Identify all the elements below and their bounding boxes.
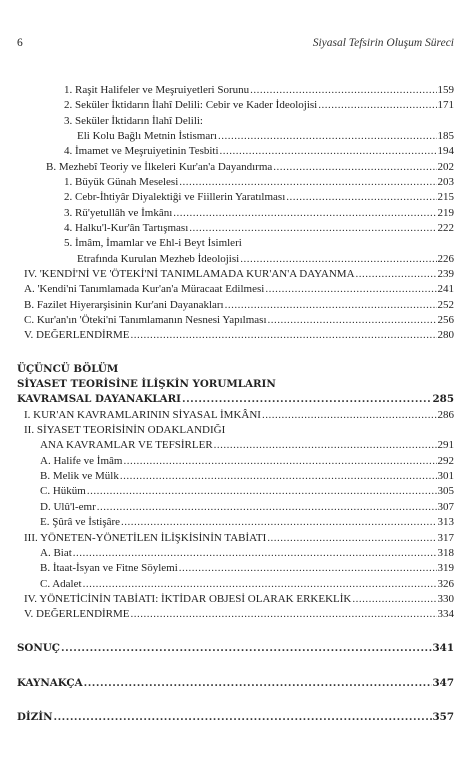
toc-entry[interactable]	[64, 175, 454, 190]
toc-entry-page: 256	[437, 314, 454, 326]
toc-entry	[64, 236, 242, 251]
toc-entry-label: 1. Raşit Halifeler ve Meşruiyetleri Sorunu	[64, 84, 250, 96]
toc-entry[interactable]	[40, 438, 454, 453]
toc-entry[interactable]	[24, 607, 454, 622]
toc-entry[interactable]	[24, 313, 454, 328]
toc-entry[interactable]	[64, 190, 454, 205]
toc-entry-page: 301	[437, 470, 454, 482]
toc-entry-page: 194	[437, 145, 454, 157]
toc-entry-label: A. Halife ve İmâm	[40, 455, 123, 467]
toc-entry-label: D. Ulû'l-emr	[40, 501, 96, 513]
toc-entry-label: KAYNAKÇA	[17, 677, 83, 689]
toc-entry-page: 330	[437, 593, 454, 605]
toc-entry-page: 313	[437, 516, 454, 528]
toc-entry-bibliography[interactable]	[17, 676, 454, 691]
toc-entry-label: DİZİN	[17, 711, 53, 723]
toc-entry-label: B. İtaat-İsyan ve Fitne Söylemi	[40, 562, 178, 574]
toc-entry-page: 319	[437, 562, 454, 574]
toc-entry[interactable]	[77, 252, 454, 267]
toc-entry[interactable]	[77, 129, 454, 144]
toc-entry-page: 286	[437, 409, 454, 421]
toc-entry-label: IV. 'KENDİ'Nİ VE 'ÖTEKİ'Nİ TANIMLAMADA KUR'AN'A DAYANMA	[24, 268, 355, 280]
toc-entry-conclusion[interactable]	[17, 641, 454, 656]
toc-entry-label: V. DEĞERLENDİRME	[24, 329, 130, 341]
toc-entry-label: 2. Cebr-İhtiyâr Diyalektiği ve Fiillerin Yaratılması	[64, 191, 286, 203]
toc-entry-page: 341	[432, 642, 454, 654]
toc-entry[interactable]	[24, 592, 454, 607]
toc-entry-label: C. Hüküm	[40, 485, 86, 497]
toc-entry[interactable]	[24, 408, 454, 423]
toc-entry-label: B. Mezhebî Teoriy ve İlkeleri Kur'an'a Dayandırma	[46, 161, 273, 173]
toc-entry-label: 3. Seküler İktidarın İlahî Delili:	[64, 115, 203, 127]
toc-entry[interactable]	[24, 298, 454, 313]
toc-entry-label: C. Kur'an'ın 'Öteki'ni Tanımlamanın Nesnesi Yapılması	[24, 314, 267, 326]
toc-entry-page: 347	[432, 677, 454, 689]
chapter-label: ÜÇÜNCÜ BÖLÜM	[17, 363, 119, 375]
toc-entry-label: I. KUR'AN KAVRAMLARININ SİYASAL İMKÂNI	[24, 409, 261, 421]
toc-entry[interactable]	[46, 160, 454, 175]
toc-entry-label: ANA KAVRAMLAR VE TEFSİRLER	[40, 439, 213, 451]
toc-entry-page: 203	[437, 176, 454, 188]
toc-entry-page: 280	[437, 329, 454, 341]
toc-entry[interactable]	[64, 98, 454, 113]
toc-entry-label: SONUÇ	[17, 642, 60, 654]
toc-entry-label: 4. İmamet ve Meşruiyetinin Tesbiti	[64, 145, 219, 157]
toc-entry	[64, 114, 203, 129]
toc-entry-page: 252	[437, 299, 454, 311]
toc-entry	[24, 423, 225, 438]
toc-entry-page: 334	[437, 608, 454, 620]
toc-entry-page: 357	[432, 711, 454, 723]
toc-entry[interactable]	[40, 500, 454, 515]
toc-entry[interactable]	[40, 515, 454, 530]
toc-entry[interactable]	[40, 561, 454, 576]
toc-entry[interactable]	[64, 206, 454, 221]
toc-entry[interactable]	[24, 267, 454, 282]
toc-entry[interactable]	[40, 484, 454, 499]
toc-entry-page: 239	[437, 268, 454, 280]
running-title: Siyasal Tefsirin Oluşum Süreci	[312, 37, 454, 49]
toc-entry[interactable]	[24, 282, 454, 297]
toc-entry[interactable]	[64, 221, 454, 236]
toc-entry-label: IV. YÖNETİCİNİN TABİATI: İKTİDAR OBJESİ OLARAK ERKEKLİK	[24, 593, 352, 605]
toc-entry-label: B. Melik ve Mülk	[40, 470, 119, 482]
toc-entry-page: 285	[432, 393, 454, 405]
toc-entry-page: 291	[437, 439, 454, 451]
toc-entry-page: 305	[437, 485, 454, 497]
toc-entry[interactable]	[64, 144, 454, 159]
page-header	[0, 37, 471, 53]
toc-entry-label: 3. Rü'yetullâh ve İmkânı	[64, 207, 173, 219]
toc-entry-page: 292	[437, 455, 454, 467]
toc-entry[interactable]	[40, 546, 454, 561]
toc-entry-label: Etrafında Kurulan Mezheb İdeolojisi	[77, 253, 240, 265]
toc-entry-label: A. Biat	[40, 547, 72, 559]
toc-entry-label: 4. Halku'l-Kur'ân Tartışması	[64, 222, 189, 234]
toc-entry-page: 219	[437, 207, 454, 219]
toc-entry-index[interactable]	[17, 710, 454, 725]
toc-entry-label: II. SİYASET TEORİSİNİN ODAKLANDIĞI	[24, 424, 226, 436]
toc-entry[interactable]	[40, 454, 454, 469]
toc-entry-page: 317	[437, 532, 454, 544]
toc-entry-label: V. DEĞERLENDİRME	[24, 608, 130, 620]
toc-entry-page: 326	[437, 578, 454, 590]
toc-entry-page: 307	[437, 501, 454, 513]
toc-entry[interactable]	[40, 577, 454, 592]
toc-entry-label: 2. Seküler İktidarın İlahî Delili: Cebir ve Kader İdeolojisi	[64, 99, 318, 111]
toc-entry-page: 226	[437, 253, 454, 265]
toc-entry-label: 5. İmâm, İmamlar ve Ehl-i Beyt İsimleri	[64, 237, 242, 249]
toc-entry-label: C. Adalet	[40, 578, 82, 590]
page-number: 6	[17, 37, 23, 49]
toc-entry[interactable]	[40, 469, 454, 484]
toc-entry-label: A. 'Kendi'ni Tanımlamada Kur'an'a Müracaat Edilmesi	[24, 283, 265, 295]
toc-entry-page: 171	[437, 99, 454, 111]
toc-entry[interactable]	[17, 392, 454, 407]
toc-entry-label: 1. Büyük Günah Meselesi	[64, 176, 179, 188]
toc-entry-page: 202	[437, 161, 454, 173]
toc-entry[interactable]	[64, 83, 454, 98]
chapter-title: SİYASET TEORİSİNE İLİŞKİN YORUMLARIN	[17, 378, 276, 390]
toc-entry-page: 318	[437, 547, 454, 559]
toc-entry-label: E. Şûrâ ve İstişâre	[40, 516, 121, 528]
toc-entry[interactable]	[24, 531, 454, 546]
toc-entry-page: 241	[437, 283, 454, 295]
toc-entry-page: 159	[437, 84, 454, 96]
toc-entry-label: Eli Kolu Bağlı Metnin İstismarı	[77, 130, 217, 142]
toc-entry-page: 215	[437, 191, 454, 203]
toc-entry[interactable]	[24, 328, 454, 343]
toc-entry-page: 222	[437, 222, 454, 234]
toc-entry-label: KAVRAMSAL DAYANAKLARI	[17, 393, 181, 405]
toc-entry-label: III. YÖNETEN-YÖNETİLEN İLİŞKİSİNİN TABİATI	[24, 532, 267, 544]
toc-entry-label: B. Fazilet Hiyerarşisinin Kur'ani Dayanakları	[24, 299, 224, 311]
toc-entry-page: 185	[437, 130, 454, 142]
